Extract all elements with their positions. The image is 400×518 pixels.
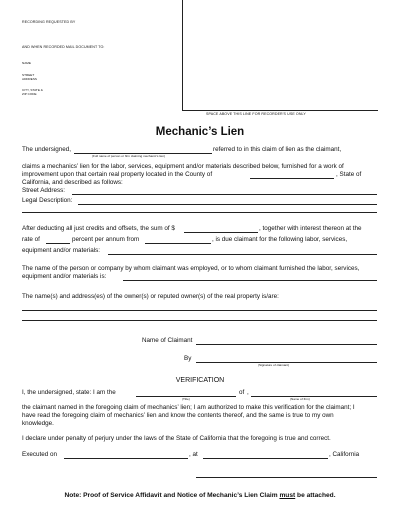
claims-line-1: claims a mechanics’ lien for the labor, services, equipment and/or materials described below, furnished for a work of — [22, 163, 344, 170]
claims-line-2-suffix: , State of — [336, 171, 362, 178]
county-field[interactable] — [250, 178, 334, 179]
employer-line-2: equipment and/or materials is: — [22, 273, 107, 280]
legal-description-field-2[interactable] — [22, 212, 377, 213]
name-of-claimant-field[interactable] — [196, 344, 377, 345]
when-recorded-mail-to: AND WHEN RECORDED MAIL DOCUMENT TO: — [22, 45, 105, 49]
of-comma: , — [247, 389, 249, 396]
from-date-field[interactable] — [145, 243, 211, 244]
recording-requested-by: RECORDING REQUESTED BY — [22, 20, 76, 24]
signature-caption: (Signature of claimant) — [258, 363, 290, 367]
firm-caption: (Name of firm) — [290, 397, 310, 401]
employer-line-1: The name of the person or company by whom claimant was employed, or to whom claimant furnished the labor, services, — [22, 265, 360, 272]
street-label-2: ADDRESS — [22, 77, 37, 81]
title-caption: (Title) — [182, 397, 190, 401]
claims-line-3: California, and described as follows: — [22, 179, 123, 186]
name-of-claimant-label: Name of Claimant — [142, 337, 193, 344]
page-title: Mechanic’s Lien — [155, 126, 245, 138]
legal-description-field-1[interactable] — [78, 204, 377, 205]
equipment-materials-field-1[interactable] — [108, 254, 377, 255]
verification-para-line-3: knowledge. — [22, 420, 54, 427]
rate-field[interactable] — [46, 243, 70, 244]
credits-prefix: After deducting all just credits and offsets, the sum of $ — [22, 225, 175, 232]
street-address-label: Street Address: — [22, 187, 66, 194]
percent-from-label: percent per annum from — [72, 236, 140, 243]
undersigned-suffix: referred to in this claim of lien as the claimant, — [213, 146, 342, 153]
note-suffix: be attached. — [297, 492, 336, 499]
attachment-note — [0, 492, 400, 499]
owners-field-2[interactable] — [22, 320, 377, 321]
city-label-2: ZIP CODE — [22, 92, 37, 96]
perjury-statement: I declare under penalty of perjury under the laws of the State of California that the foregoing is true and correct. — [22, 435, 331, 442]
firm-field[interactable] — [251, 396, 377, 397]
header-divider-vertical — [182, 0, 183, 110]
claimant-caption: (Full name of person or firm claiming mechanic's lien) — [92, 154, 166, 158]
street-address-field[interactable] — [72, 194, 377, 195]
by-label: By — [184, 355, 192, 362]
note-prefix: Note: Proof of Service Affidavit and Notice of Mechanic’s Lien Claim — [64, 492, 278, 499]
street-label-1: STREET — [22, 73, 35, 77]
owners-line: The name(s) and address(es) of the owner(s) or reputed owner(s) of the real property is/are: — [22, 293, 279, 300]
due-claimant-text: , is due claimant for the following labor, services, — [212, 236, 348, 243]
name-label: NAME — [22, 61, 31, 65]
verification-heading: VERIFICATION — [175, 377, 225, 384]
note-must: must — [279, 492, 296, 499]
executed-date-field[interactable] — [64, 458, 188, 459]
recorder-space-label: SPACE ABOVE THIS LINE FOR RECORDER'S USE ONLY — [206, 112, 306, 116]
rate-of-label: rate of — [22, 236, 40, 243]
executed-signature-field[interactable] — [196, 477, 377, 478]
executed-on-label: Executed on — [22, 451, 58, 458]
undersigned-prefix: The undersigned, — [22, 146, 72, 153]
legal-description-label: Legal Description: — [22, 197, 73, 204]
equipment-materials-label: equipment and/or materials: — [22, 247, 101, 254]
at-label: , at — [189, 451, 198, 458]
owners-field-1[interactable] — [22, 310, 377, 311]
california-label: , California — [329, 451, 360, 458]
verification-of: of — [239, 389, 245, 396]
verification-para-line-1: the claimant named in the foregoing claim of mechanics’ lien; I am authorized to make this verification for the claimant; I — [22, 404, 355, 411]
employer-field[interactable] — [123, 280, 377, 281]
header-divider-horizontal — [182, 110, 378, 111]
executed-place-field[interactable] — [203, 458, 328, 459]
claims-line-2-prefix: improvement upon that certain real property located in the County of — [22, 171, 213, 178]
sum-field[interactable] — [184, 232, 258, 233]
credits-suffix: , together with interest thereon at the — [259, 225, 362, 232]
verification-state-prefix: I, the undersigned, state: I am the — [22, 389, 116, 396]
city-label-1: CITY, STATE & — [22, 88, 43, 92]
verification-para-line-2: have read the foregoing claim of mechanics’ lien and know the contents thereof, and the same is true to my own — [22, 412, 334, 419]
